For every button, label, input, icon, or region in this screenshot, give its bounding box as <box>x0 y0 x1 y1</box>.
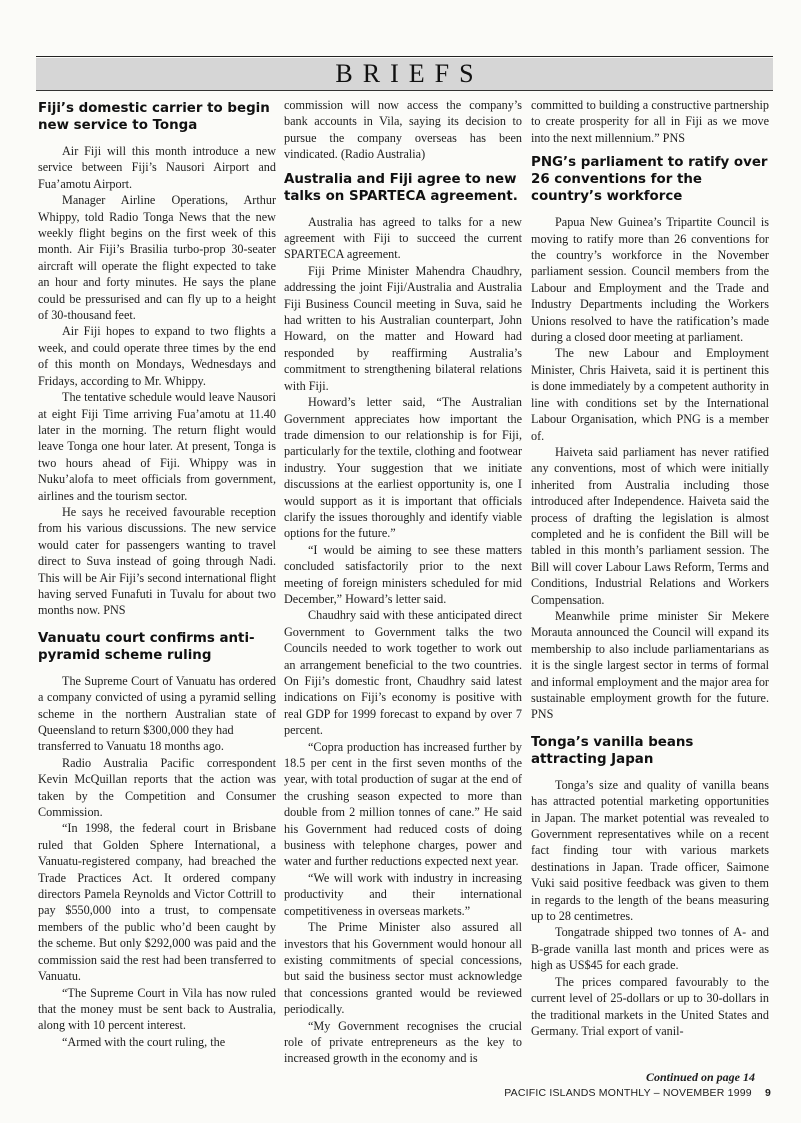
paragraph: “Copra production has increased further by 18.5 per cent in the first seven months of the year, with total production of sugar at the end of the crushing season expected to more than double from 2 million tonnes of cane.” He said his Government had reduced costs of doing business with telephone charges, power and water and further reductions expected next year. <box>284 739 522 869</box>
paragraph: The new Labour and Employment Minister, Chris Haiveta, said it is pertinent this is done immediately by a competent authority in line with conditions set by the International Labour Organisation, which PNG is a member of. <box>531 346 769 443</box>
paragraph: He says he received favourable reception from his various discussions. The new service would cater for passengers wanting to travel direct to Suva instead of going through Nadi. This will be Air Fiji’s second international flight having served Funafuti in Tuvalu for about two months now. PNS <box>38 504 276 618</box>
headline-fiji-carrier: Fiji’s domestic carrier to begin new service to Tonga <box>38 101 270 133</box>
page-number: 9 <box>764 1087 771 1099</box>
paragraph: The Supreme Court of Vanuatu has ordered a company convicted of using a pyramid selling scheme in the northern Australian state of Queensland to return $300,000 they had <box>38 673 276 737</box>
paragraph: Meanwhile prime minister Sir Mekere Morauta announced the Council will expand its membership to also include parliamentarians as it is the single largest sector in terms of formal and informal employment and the major area for sustainable employment growth for the future. PNS <box>531 608 769 722</box>
paragraph: Manager Airline Operations, Arthur Whippy, told Radio Tonga News that the new weekly flight begins on the first week of this month. Air Fiji’s Brasilia turbo-prop 30-seater aircraft will operate the flight expected to take an hour and forty minutes. He says the plane could be pressurised and can fly up to a height of 30-thousand feet. <box>38 193 276 323</box>
publication-name: PACIFIC ISLANDS MONTHLY – NOVEMBER 1999 <box>504 1087 752 1099</box>
paragraph: “Armed with the court ruling, the <box>62 1034 226 1049</box>
paragraph: The Prime Minister also assured all investors that his Government would honour all existing commitments of special concessions, but said the business sector must acknowledge that concessions granted would be reviewed periodically. <box>284 920 522 1017</box>
top-rule <box>36 56 773 57</box>
section-title: BRIEFS <box>335 59 484 88</box>
paragraph: commission will now access the company’s bank accounts in Vila, saying its decision to pursue the company overseas has been vindicated. (Radio Australia) <box>284 98 522 162</box>
paragraph: Papua New Guinea’s Tripartite Council is moving to ratify more than 26 conventions for the country’s workforce in the November parliament session. Council members from the Labour and Employment and the Trade and Industry Departments including the Workers Unions resolved to have the ratification’s made during a closed door meeting at parliament. <box>531 215 769 345</box>
paragraph: “I would be aiming to see these matters concluded satisfactorily prior to the next meeting of foreign ministers scheduled for mid December,” Howard’s letter said. <box>284 542 522 606</box>
section-header <box>36 58 773 91</box>
headline-sparteca: Australia and Fiji agree to new talks on SPARTECA agreement. <box>284 171 518 204</box>
paragraph: Radio Australia Pacific correspondent Kevin McQuillan reports that the action was taken by the Competition and Consumer Commission. <box>38 755 276 820</box>
paragraph: The tentative schedule would leave Nausori at eight Fiji Time arriving Fua’amotu at 11.40 later in the morning. The return flight would leave Tonga one hour later. At present, Tonga is two hours ahead of Fiji. Whippy was in Nuku’alofa to meet officials from government, airlines and the tourism sector. <box>38 390 276 503</box>
paragraph: “My Government recognises the crucial role of private entrepreneurs as the key to increased growth in the economy and is <box>284 1018 522 1066</box>
column-3 <box>531 97 769 1039</box>
paragraph: Air Fiji will this month introduce a new service between Fiji’s Nausori Airport and Fua’amotu Airport. <box>38 144 276 191</box>
paragraph: “We will work with industry in increasing productivity and their international competitiveness in overseas markets.” <box>284 870 522 918</box>
headline-png-parliament: PNG’s parliament to ratify over 26 conventions for the country’s workforce <box>531 155 768 205</box>
column-1 <box>38 97 276 1050</box>
page-footer <box>504 1087 771 1099</box>
paragraph: “The Supreme Court in Vila has now ruled that the money must be sent back to Australia, along with 10 percent interest. <box>38 985 276 1033</box>
column-2 <box>284 97 522 1067</box>
paragraph: Air Fiji hopes to expand to two flights a week, and could operate three times by the end of this month on Mondays, Wednesdays and Fridays, according to Mr. Whippy. <box>38 324 276 388</box>
headline-tonga-vanilla: Tonga’s vanilla beans attracting Japan <box>531 734 694 767</box>
paragraph: Haiveta said parliament has never ratified any conventions, most of which were initially inherited from Australia including those introduced after Independence. Haiveta said the process of drafting the legislation is almost completed and he is confident the Bill will be tabled in this month’s parliament session. The Bill will cover Labour Laws Reform, Terms and Conditions, Industrial Relations and Workers Compensation. <box>531 444 769 607</box>
continued-note: Continued on page 14 <box>645 1070 755 1084</box>
paragraph: Australia has agreed to talks for a new agreement with Fiji to succeed the current SPARTECA agreement. <box>284 214 522 262</box>
paragraph: Howard’s letter said, “The Australian Government appreciates how important the trade dimension to our relationship is for Fiji, particularly for the textile, clothing and footwear industry. Your suggestion that we initiate discussions at the earliest opportunity is, one I would support as it is important that officials clarify the issues thoroughly and identify viable options for the future.” <box>284 395 522 541</box>
paragraph: Tongatrade shipped two tonnes of A- and B-grade vanilla last month and prices were as high as US$45 for each grade. <box>531 925 769 973</box>
paragraph: transferred to Vanuatu 18 months ago. <box>38 739 224 754</box>
paragraph: committed to building a constructive partnership to create prosperity for all in Fiji as we move into the next millennium.” PNS <box>531 98 769 145</box>
paragraph: Tonga’s size and quality of vanilla beans has attracted potential marketing opportunities in Japan. The market potential was revealed to Government representatives while on a recent fact finding tour with various markets destinations in Japan. Trade officer, Saimone Vuki said positive feedback was given to them in regards to the length of the beans measuring up to 28 centimetres. <box>531 777 769 924</box>
paragraph: The prices compared favourably to the current level of 25-dollars or up to 30-dollars in the traditional markets in the United States and Germany. Trial export of vanil- <box>531 974 769 1038</box>
paragraph: Fiji Prime Minister Mahendra Chaudhry, addressing the joint Fiji/Australia and Australia Fiji Business Council meeting in Suva, said he had written to his Australian counterpart, John Howard, on the matter and Howard had responded by reaffirming Australia’s commitment to strengthening bilateral relations with Fiji. <box>284 263 522 393</box>
paragraph: “In 1998, the federal court in Brisbane ruled that Golden Sphere International, a Vanuatu-registered company, had breached the Trade Practices Act. It ordered company directors Pamela Reynolds and Victor Cottrill to pay $550,000 into a trust, to compensate members of the public who’d been caught by the scheme. But only $292,000 was paid and the commission said the rest had been transferred to Vanuatu. <box>38 821 276 984</box>
paragraph: Chaudhry said with these anticipated direct Government to Government talks the two Councils needed to work together to work out an arrangement beneficial to the two countries. On Fiji’s domestic front, Chaudhry said latest indications on Fiji’s economy is positive with real GDP for 1999 forecast to expand by over 7 percent. <box>284 608 522 738</box>
headline-vanuatu-court: Vanuatu court confirms anti-pyramid scheme ruling <box>38 630 255 663</box>
